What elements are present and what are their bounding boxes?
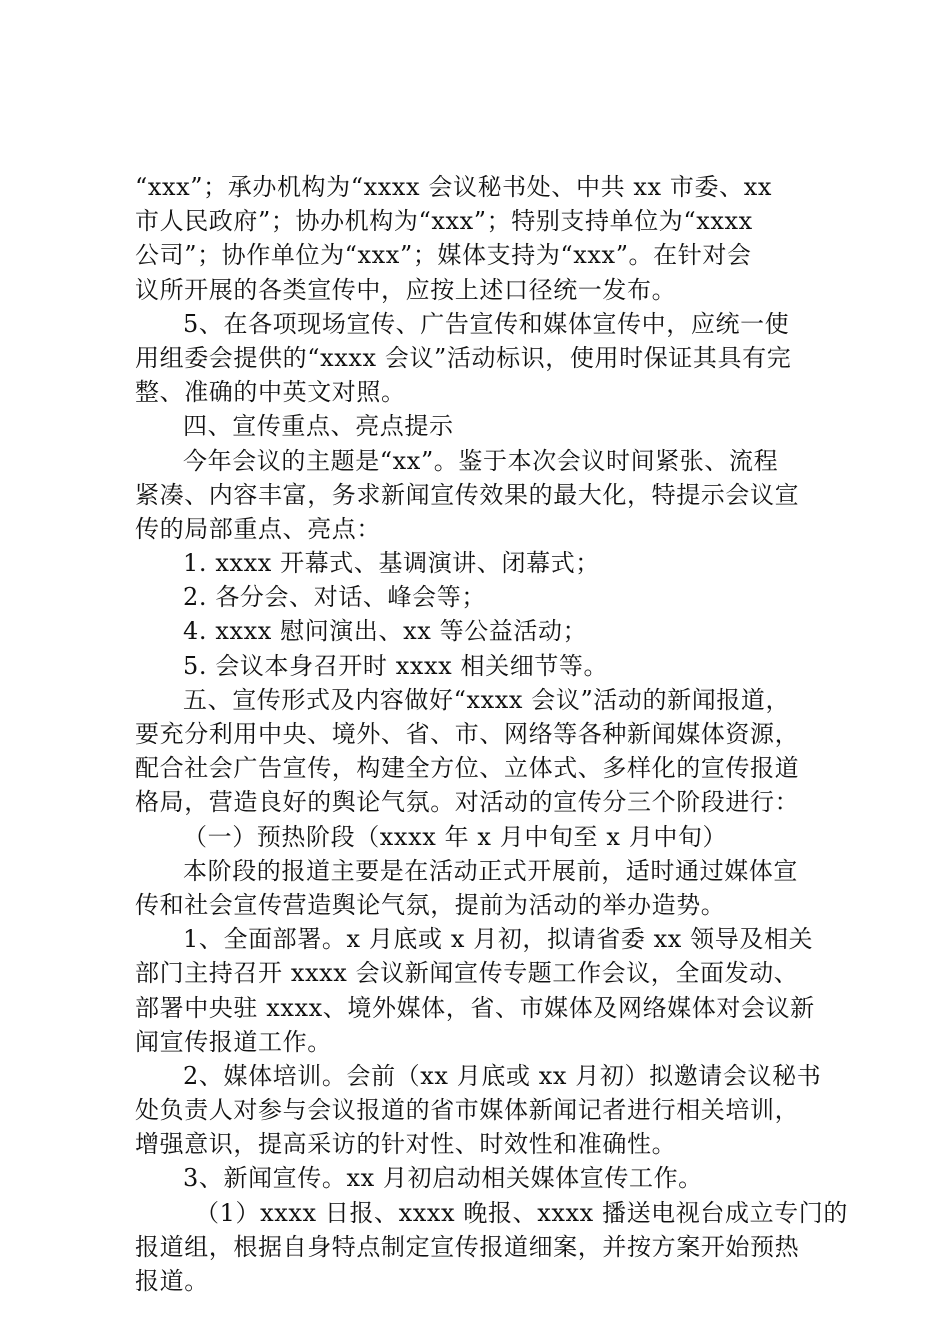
text-line: 1、全面部署。x 月底或 x 月初，拟请省委 xx 领导及相关	[183, 925, 814, 954]
text-line: 传的局部重点、亮点：	[135, 514, 381, 543]
text-line: 今年会议的主题是“xx”。鉴于本次会议时间紧张、流程	[183, 446, 779, 475]
text-line: 五、宣传形式及内容做好“xxxx 会议”活动的新闻报道，	[183, 685, 791, 714]
text-line: 处负责人对参与会议报道的省市媒体新闻记者进行相关培训，	[135, 1096, 800, 1125]
text-line: 2. 各分会、对话、峰会等；	[183, 583, 486, 612]
text-line: 议所开展的各类宣传中，应按上述口径统一发布。	[135, 275, 677, 304]
text-line: 4. xxxx 慰问演出、xx 等公益活动；	[183, 617, 588, 646]
text-line: 市人民政府”；协办机构为“xxx”；特别支持单位为“xxxx	[135, 207, 753, 236]
text-line: “xxx”；承办机构为“xxxx 会议秘书处、中共 xx 市委、xx	[135, 173, 772, 201]
text-line: （1）xxxx 日报、xxxx 晚报、xxxx 播送电视台成立专门的	[195, 1198, 848, 1227]
text-line: 1. xxxx 开幕式、基调演讲、闭幕式；	[183, 549, 600, 578]
text-line: 用组委会提供的“xxxx 会议”活动标识，使用时保证其具有完	[135, 343, 792, 372]
document-body	[135, 170, 848, 1298]
text-line: 部署中央驻 xxxx、境外媒体，省、市媒体及网络媒体对会议新	[135, 993, 815, 1022]
text-line: 部门主持召开 xxxx 会议新闻宣传专题工作会议，全面发动、	[135, 959, 799, 988]
text-line: 报道。	[135, 1267, 209, 1295]
text-line: 闻宣传报道工作。	[135, 1027, 332, 1056]
text-line: （一）预热阶段（xxxx 年 x 月中旬至 x 月中旬）	[183, 822, 728, 851]
text-line: 本阶段的报道主要是在活动正式开展前，适时通过媒体宣	[183, 856, 798, 885]
text-line: 要充分利用中央、境外、省、市、网络等各种新闻媒体资源，	[135, 720, 800, 748]
text-line: 增强意识，提高采访的针对性、时效性和准确性。	[135, 1130, 677, 1159]
text-line: 整、准确的中英文对照。	[135, 378, 406, 407]
text-line: 四、宣传重点、亮点提示	[183, 412, 454, 441]
text-line: 传和社会宣传营造舆论气氛，提前为活动的举办造势。	[135, 890, 726, 919]
text-line: 2、媒体培训。会前（xx 月底或 xx 月初）拟邀请会议秘书	[183, 1061, 822, 1090]
text-line: 5、在各项现场宣传、广告宣传和媒体宣传中，应统一使	[183, 309, 790, 338]
text-line: 3、新闻宣传。xx 月初启动相关媒体宣传工作。	[183, 1164, 703, 1193]
text-line: 报道组，根据自身特点制定宣传报道细案，并按方案开始预热	[135, 1232, 800, 1261]
text-line: 公司”；协作单位为“xxx”；媒体支持为“xxx”。在针对会	[135, 241, 752, 270]
text-line: 紧凑、内容丰富，务求新闻宣传效果的最大化，特提示会议宣	[135, 480, 800, 509]
text-line: 配合社会广告宣传，构建全方位、立体式、多样化的宣传报道	[135, 754, 800, 783]
text-line: 5. 会议本身召开时 xxxx 相关细节等。	[183, 651, 609, 680]
text-line: 格局，营造良好的舆论气氛。对活动的宣传分三个阶段进行：	[135, 788, 800, 817]
